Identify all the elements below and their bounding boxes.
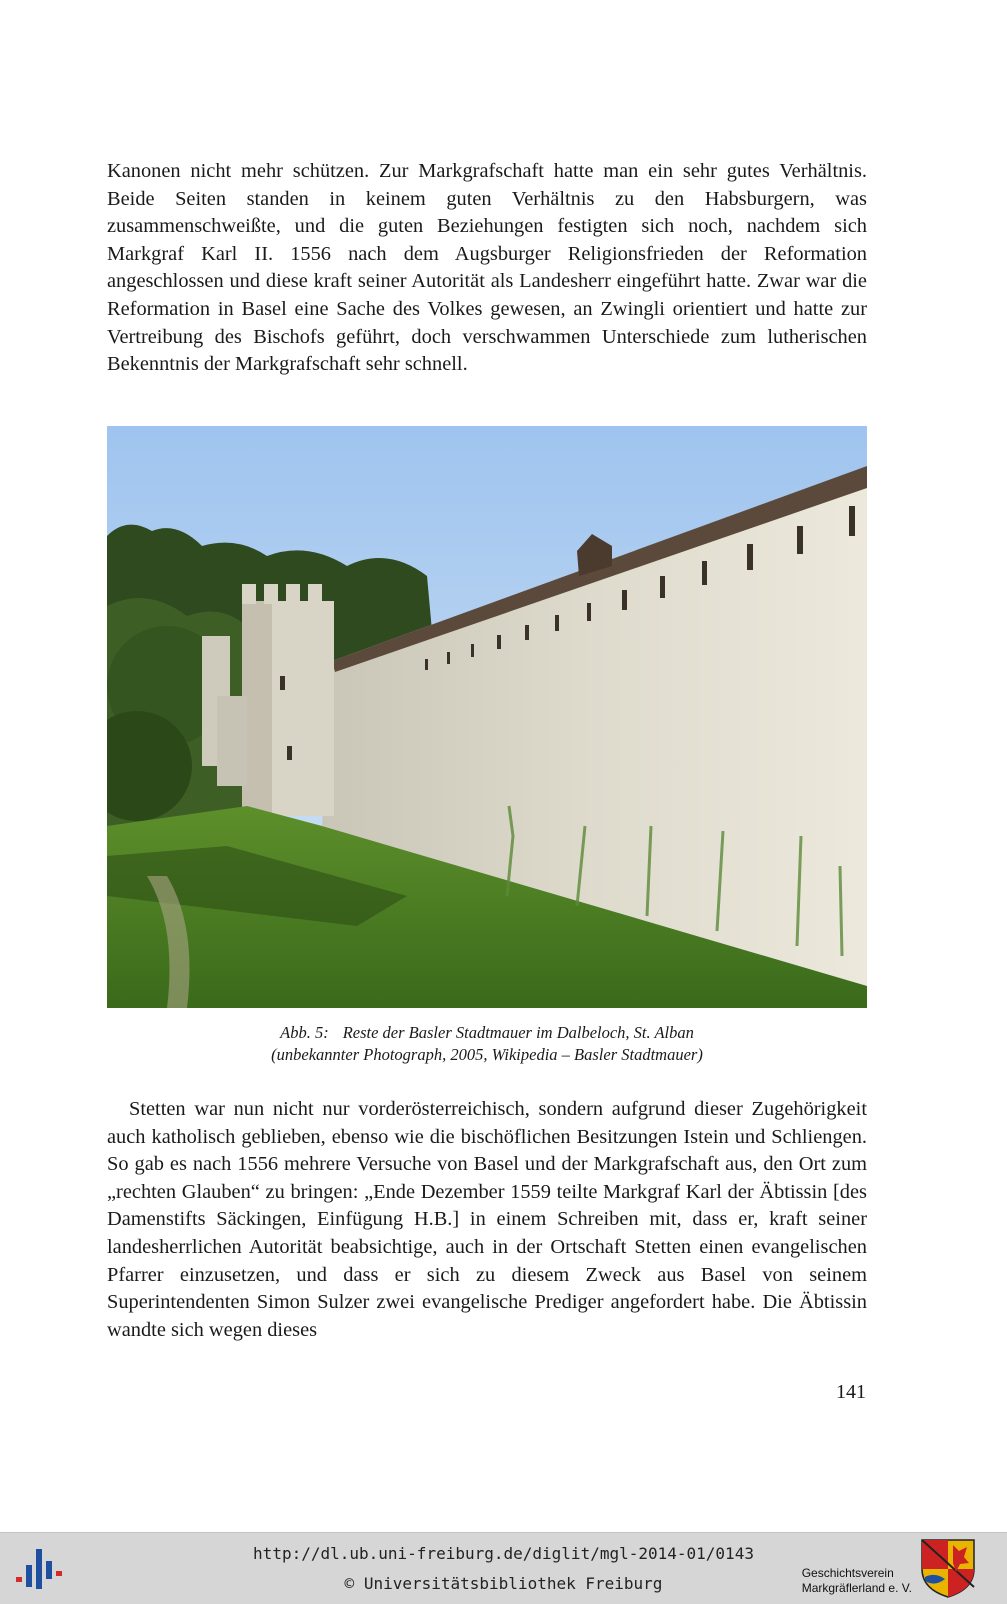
figure-photo-city-wall [107,426,867,1008]
figure-caption [107,1022,867,1066]
figure-caption-line1: Reste der Basler Stadtmauer im Dalbeloch, St. Alban [342,1023,694,1042]
source-url[interactable]: http://dl.ub.uni-freiburg.de/diglit/mgl-2014-01/0143 [253,1544,754,1563]
body-paragraph-bottom-text: Stetten war nun nicht nur vorderösterreichisch, sondern aufgrund dieser Zugehörigkeit auch katholisch geblieben, ebenso wie die bischöflichen Besitzungen Istein und Schliengen. So gab es nach 1556 mehrere Versuche von Basel und der Markgrafschaft aus, den Ort zum „rechten Glauben“ zu bringen: „Ende Dezember 1559 teilte Markgraf Karl der Äbtissin [des Damenstifts Säckingen, Einfügung H.B.] in einem Schreiben mit, dass er, kraft seiner landesherrlichen Autorität beabsichtige, auch in der Ortschaft Stetten einen evangelischen Pfarrer einzusetzen, und dass er sich zu diesem Zweck aus Basel von seinem Superintendenten Simon Sulzer zwei evangelische Prediger angefordert habe. Die Äbtissin wandte sich wegen dieses [107,1098,867,1341]
figure-label: Abb. 5: [280,1023,329,1042]
society-name-line1: Geschichtsverein [801,1566,894,1580]
body-paragraph-bottom [107,1096,867,1344]
society-name [802,1566,912,1596]
page-number: 141 [836,1381,866,1403]
society-name-line2: Markgräflerland e. V. [801,1581,912,1595]
coat-of-arms-icon [919,1537,977,1599]
body-paragraph-top: Kanonen nicht mehr schützen. Zur Markgrafschaft hatte man ein sehr gutes Verhältnis. Beide Seiten standen in keinem guten Verhältnis zu den Habsburgern, was zusammenschweißte, und die guten Beziehungen festigten sich noch, nachdem sich Markgraf Karl II. 1556 nach dem Augsburger Religionsfrieden der Reformation angeschlossen und diese kraft seiner Autorität als Landesherr eingeführt hatte. Zwar war die Reformation in Basel eine Sache des Volkes gewesen, an Zwingli orientiert und hatte zur Vertreibung des Bischofs geführt, doch verschwammen Unterschiede zum lutherischen Bekenntnis der Markgrafschaft sehr schnell. [107,160,867,376]
copyright-notice: © Universitätsbibliothek Freiburg [344,1574,663,1593]
digitization-footer [0,1532,1007,1604]
figure-caption-line2: (unbekannter Photograph, 2005, Wikipedia – Basler Stadtmauer) [271,1045,703,1064]
